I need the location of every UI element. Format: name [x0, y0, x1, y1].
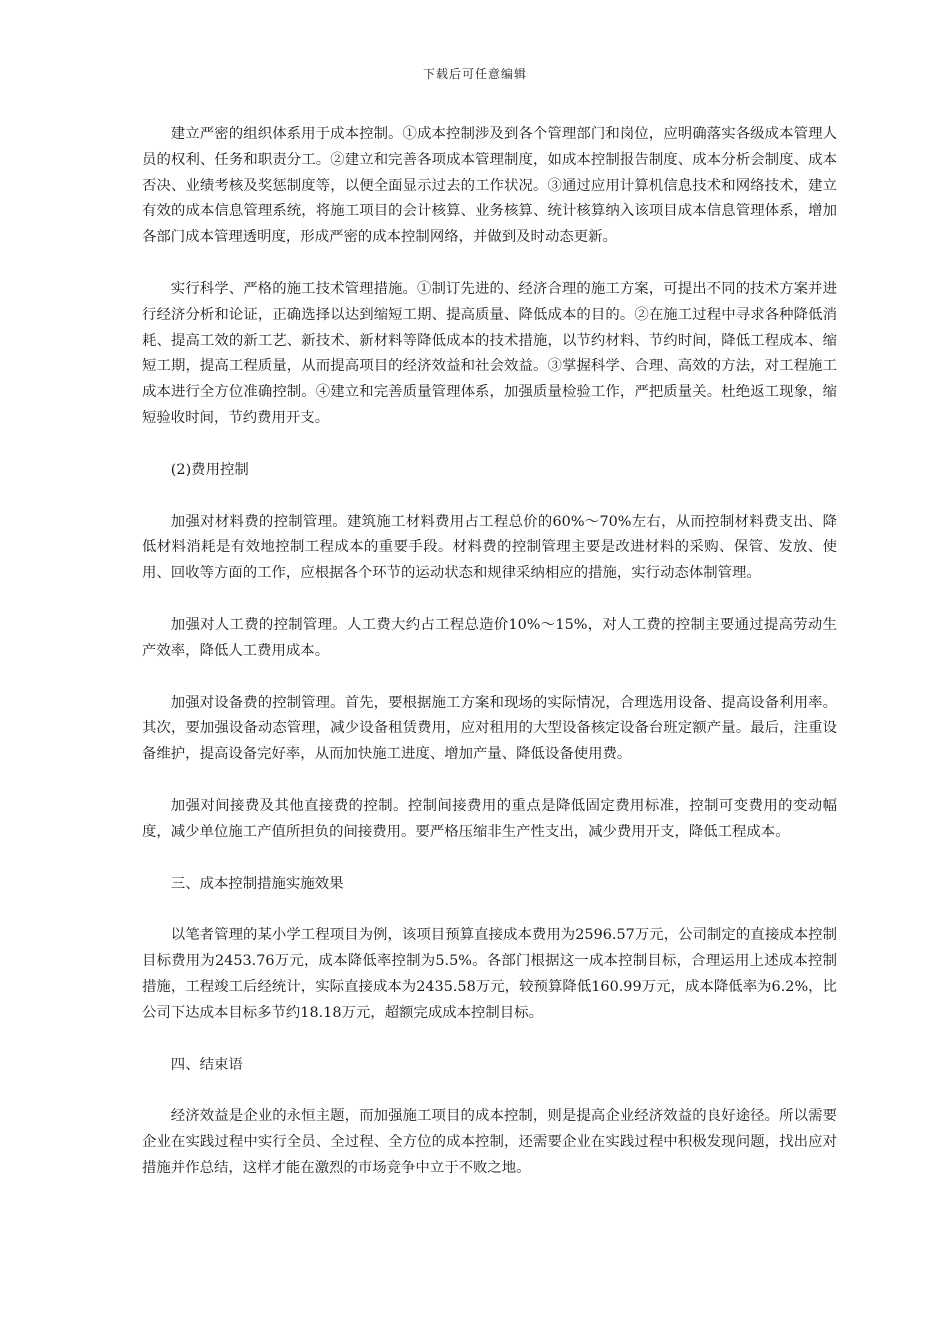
paragraph-labor-cost: 加强对人工费的控制管理。人工费大约占工程总造价10%～15%，对人工费的控制主要通过提高劳动生产效率，降低人工费用成本。 [142, 616, 837, 659]
paragraph-technical-management: 实行科学、严格的施工技术管理措施。①制订先进的、经济合理的施工方案，可提出不同的技术方案并进行经济分析和论证，正确选择以达到缩短工期、提高质量、降低成本的目的。②在施工过程中寻求各种降低消耗、提高工效的新工艺、新技术、新材料等降低成本的技术措施，以节约材料、节约时间，降低工程成本、缩短工期，提高工程质量，从而提高项目的经济效益和社会效益。③掌握科学、合理、高效的方法，对工程施工成本进行全方位准确控制。④建立和完善质量管理体系，加强质量检验工作，严把质量关。杜绝返工现象，缩短验收时间，节约费用开支。 [142, 280, 837, 426]
paragraph-conclusion: 经济效益是企业的永恒主题，而加强施工项目的成本控制，则是提高企业经济效益的良好途径。所以需要企业在实践过程中实行全员、全过程、全方位的成本控制，还需要企业在实践过程中积极发现问题，找出应对措施并作总结，这样才能在激烈的市场竞争中立于不败之地。 [142, 1108, 837, 1176]
document-body [142, 122, 837, 1208]
paragraph-material-cost: 加强对材料费的控制管理。建筑施工材料费用占工程总价的60%～70%左右，从而控制材料费支出、降低材料消耗是有效地控制工程成本的重要手段。材料费的控制管理主要是改进材料的采购、保管、发放、使用、回收等方面的工作，应根据各个环节的运动状态和规律采纳相应的措施，实行动态体制管理。 [142, 513, 837, 582]
header-note: 下载后可任意编辑 [422, 67, 527, 81]
paragraph-organization-system: 建立严密的组织体系用于成本控制。①成本控制涉及到各个管理部门和岗位，应明确落实各级成本管理人员的权利、任务和职责分工。②建立和完善各项成本管理制度，如成本控制报告制度、成本分析会制度、成本否决、业绩考核及奖惩制度等，以便全面显示过去的工作状况。③通过应用计算机信息技术和网络技术，建立有效的成本信息管理系统，将施工项目的会计核算、业务核算、统计核算纳入该项目成本信息管理体系，增加各部门成本管理透明度，形成严密的成本控制网络，并做到及时动态更新。 [142, 126, 837, 246]
section-heading-fee-control: (2)费用控制 [170, 461, 249, 478]
section-heading-implementation-effect: 三、成本控制措施实施效果 [170, 875, 344, 892]
section-heading-conclusion: 四、结束语 [170, 1056, 243, 1073]
paragraph-indirect-cost: 加强对间接费及其他直接费的控制。控制间接费用的重点是降低固定费用标准，控制可变费用的变动幅度，减少单位施工产值所担负的间接费用。要严格压缩非生产性支出，减少费用开支，降低工程成本。 [142, 797, 837, 840]
paragraph-case-study: 以笔者管理的某小学工程项目为例，该项目预算直接成本费用为2596.57万元，公司制定的直接成本控制目标费用为2453.76万元，成本降低率控制为5.5%。各部门根据这一成本控制目标，合理运用上述成本控制措施，工程竣工后经统计，实际直接成本为2435.58万元，较预算降低160.99万元，成本降低率为6.2%，比公司下达成本目标多节约18.18万元，超额完成成本控制目标。 [142, 927, 837, 1021]
paragraph-equipment-cost: 加强对设备费的控制管理。首先，要根据施工方案和现场的实际情况，合理选用设备、提高设备利用率。其次，要加强设备动态管理，减少设备租赁费用，应对租用的大型设备核定设备台班定额产量。最后，注重设备维护，提高设备完好率，从而加快施工进度、增加产量、降低设备使用费。 [142, 694, 837, 763]
